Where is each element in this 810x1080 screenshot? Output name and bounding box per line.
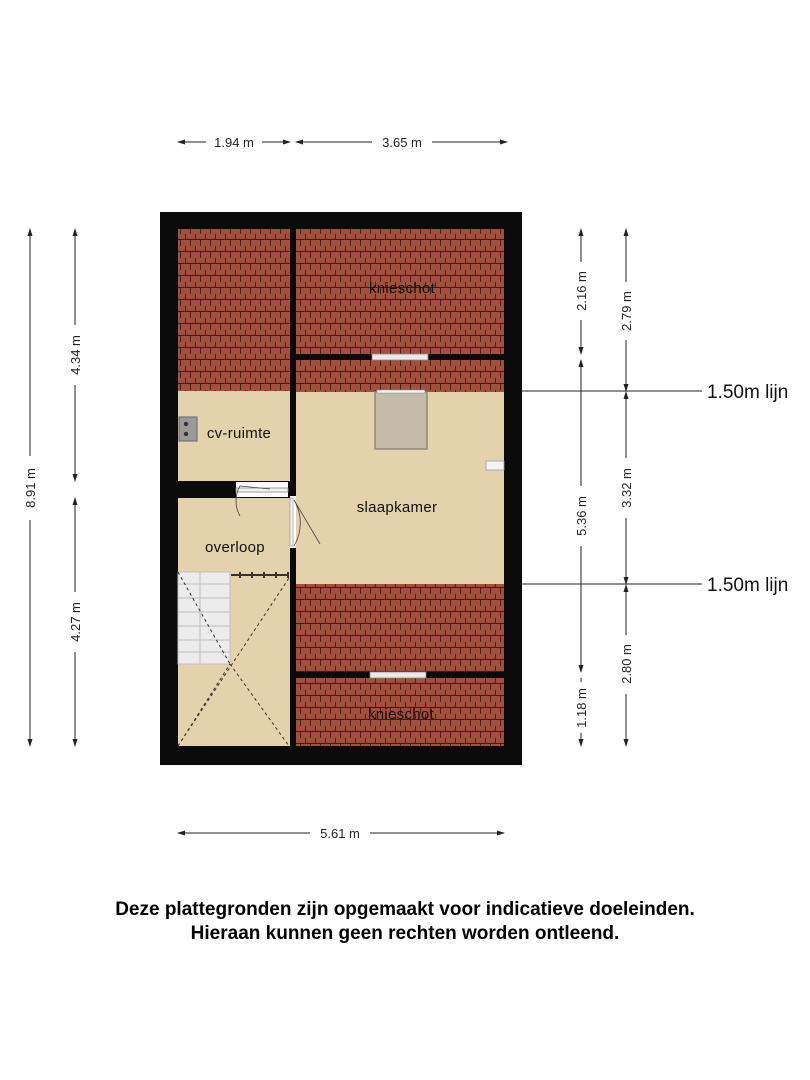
svg-text:2.16 m: 2.16 m — [574, 271, 589, 311]
dim-bottom — [178, 826, 504, 841]
room-label-cv-ruimte: cv-ruimte — [206, 425, 272, 442]
dim-right-outer-middle — [619, 392, 634, 584]
dim-right-outer-top — [619, 229, 634, 391]
svg-text:5.36 m: 5.36 m — [574, 496, 589, 536]
dim-left-total — [23, 229, 38, 746]
dim-right-inner-top — [574, 229, 589, 354]
dim-right-outer-bottom — [619, 585, 634, 746]
disclaimer-line-1: Deze plattegronden zijn opgemaakt voor indicatieve doeleinden. — [115, 899, 695, 920]
cv-boiler — [179, 417, 197, 441]
svg-text:3.65 m: 3.65 m — [382, 135, 422, 150]
svg-text:4.27 m: 4.27 m — [68, 602, 83, 642]
room-label-knieschot-top: knieschot — [368, 280, 436, 297]
svg-text:5.61 m: 5.61 m — [320, 826, 360, 841]
svg-text:2.79 m: 2.79 m — [619, 291, 634, 331]
room-label-slaapkamer: slaapkamer — [356, 499, 438, 516]
roof-left-top — [178, 229, 290, 391]
svg-text:1.94 m: 1.94 m — [214, 135, 254, 150]
line-150-lower — [522, 575, 788, 596]
room-label-overloop: overloop — [205, 539, 265, 556]
dim-left-upper — [68, 229, 83, 481]
dim-top-left — [178, 135, 290, 150]
svg-text:3.32 m: 3.32 m — [619, 468, 634, 508]
svg-text:1.50m lijn: 1.50m lijn — [707, 575, 789, 596]
svg-text:8.91 m: 8.91 m — [23, 468, 38, 508]
dim-top-right — [296, 135, 507, 150]
knee-hatch-top — [372, 354, 428, 360]
dim-left-lower — [68, 498, 83, 746]
disclaimer-line-2: Hieraan kunnen geen rechten worden ontleend. — [190, 923, 620, 944]
roof-slaapkamer-top — [296, 360, 504, 392]
line-150-upper — [522, 382, 788, 403]
dim-right-inner-middle — [574, 360, 589, 672]
dim-right-inner-bottom — [574, 678, 589, 746]
radiator — [486, 461, 504, 470]
svg-text:1.18 m: 1.18 m — [574, 688, 589, 728]
svg-text:4.34 m: 4.34 m — [68, 335, 83, 375]
svg-text:2.80 m: 2.80 m — [619, 644, 634, 684]
svg-text:1.50m lijn: 1.50m lijn — [707, 382, 789, 403]
stairs — [178, 572, 230, 664]
knee-hatch-bottom — [370, 672, 426, 678]
room-label-knieschot-bottom: knieschot — [367, 706, 435, 723]
roof-slaapkamer-bottom — [296, 584, 504, 672]
skylight — [375, 392, 427, 449]
